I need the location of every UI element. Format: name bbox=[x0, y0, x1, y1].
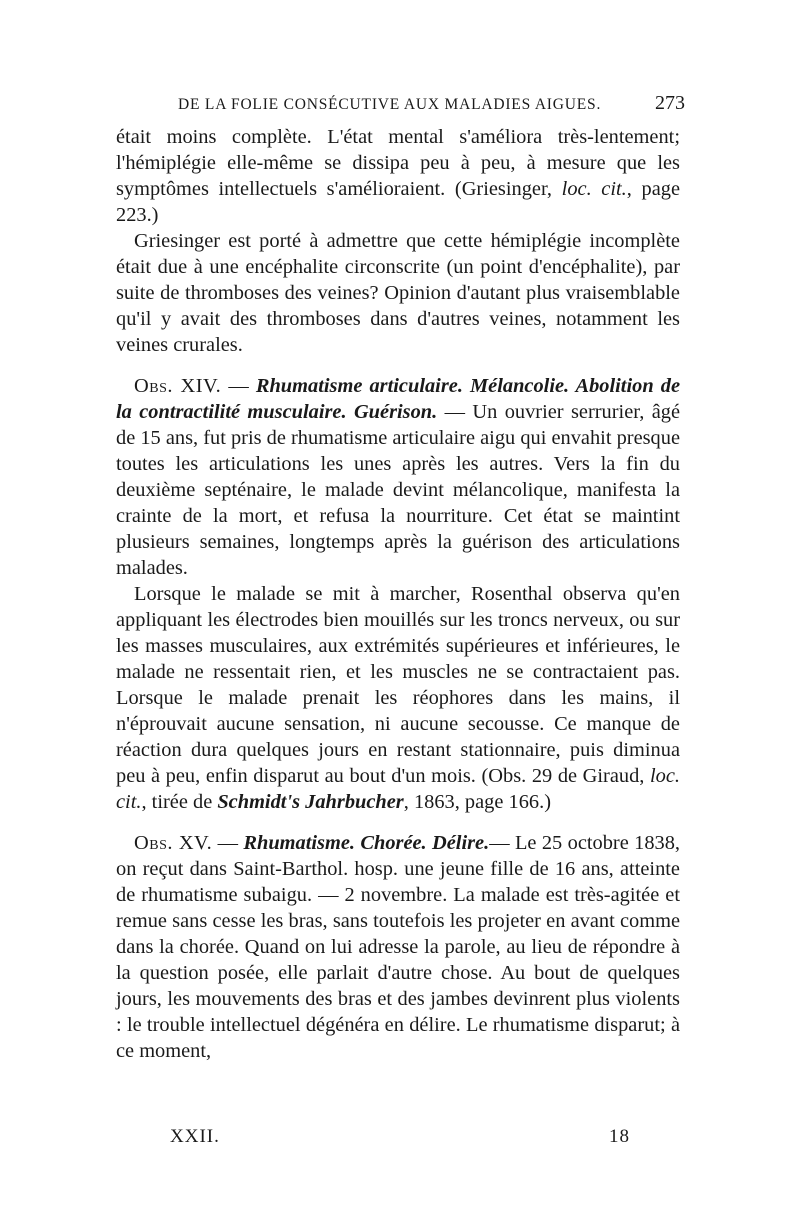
paragraph-text: Griesinger est porté à admettre que cette hémiplégie incomplète était due à une encéphalite circonscrite (un point d'encéphalite), par suite de thromboses des veines? Opinion d'autant plus vraisemblable qu'il y avait des thromboses dans d'autres veines, notamment les veines crurales. bbox=[116, 230, 680, 356]
citation-italic: loc. cit. bbox=[116, 765, 680, 813]
paragraph-rosenthal bbox=[116, 581, 680, 815]
paragraph-text-mid: , tirée de bbox=[141, 791, 218, 813]
signature-number: 18 bbox=[609, 1126, 630, 1147]
observation-dash: — bbox=[221, 375, 256, 397]
signature-mark: XXII. bbox=[170, 1126, 220, 1147]
citation-italic-source: Schmidt's Jahrbucher bbox=[217, 791, 404, 813]
citation-italic: loc. cit. bbox=[561, 178, 627, 200]
page-body bbox=[116, 124, 680, 1064]
observation-text: — Le 25 octobre 1838, on reçut dans Saint-Barthol. hosp. une jeune fille de 16 ans, atteinte de rhumatisme subaigu. — 2 novembre. La malade est très-agitée et remue sans cesse les bras, sans toutefois les projeter en avant comme dans la chorée. Quand on lui adresse la parole, au lieu de répondre à la question posée, elle parlait d'autre chose. Au bout de quelques jours, les mouvements des bras et des jambes devinrent plus violents : le trouble intellectuel dégénéra en délire. Le rhumatisme disparut; à ce moment, bbox=[116, 832, 681, 1062]
paragraph-continuation bbox=[116, 124, 680, 228]
paragraph-text-tail: , page 223.) bbox=[116, 178, 681, 226]
paragraph-text-tail: , 1863, page 166.) bbox=[403, 791, 551, 813]
observation-xiv bbox=[116, 373, 680, 581]
paragraph-text: Lorsque le malade se mit à marcher, Rosenthal observa qu'en appliquant les électrodes bien mouillés sur les troncs nerveux, ou sur les masses musculaires, aux extrémités supérieures et inférieures, le malade ne ressentait rien, et les muscles ne se contractaient pas. Lorsque le malade prenait les réophores dans les mains, il n'éprouvait aucune sensation, ni aucune secousse. Ce manque de réaction dura quelques jours en restant stationnaire, puis diminua peu à peu, enfin disparut au bout d'un mois. (Obs. 29 de Giraud, bbox=[116, 583, 680, 787]
observation-label: Obs. XIV. bbox=[134, 375, 222, 397]
paragraph-griesinger bbox=[116, 228, 680, 358]
observation-text: — Un ouvrier serrurier, âgé de 15 ans, fut pris de rhumatisme articulaire aigu qui envahit presque toutes les articulations les unes après les autres. Vers la fin du deuxième septénaire, le malade devint mélancolique, manifesta la crainte de la mort, et refusa la nourriture. Cet état se maintint plusieurs semaines, longtemps après la guérison des articulations malades. bbox=[116, 401, 680, 579]
observation-xv bbox=[116, 830, 680, 1064]
observation-title: Rhumatisme articulaire. Mélancolie. Abolition de la contractilité musculaire. Guérison. bbox=[116, 375, 680, 423]
observation-label: Obs. XV. bbox=[134, 832, 213, 854]
running-title: DE LA FOLIE CONSÉCUTIVE AUX MALADIES AIGUES. bbox=[178, 96, 602, 113]
observation-title: Rhumatisme. Chorée. Délire. bbox=[243, 832, 490, 854]
page-number: 273 bbox=[655, 92, 685, 114]
paragraph-text: était moins complète. L'état mental s'améliora très-lentement; l'hémiplégie elle-même se dissipa peu à peu, à mesure que les symptômes intellectuels s'amélioraient. (Griesinger, bbox=[116, 126, 680, 200]
observation-dash: — bbox=[212, 832, 244, 854]
